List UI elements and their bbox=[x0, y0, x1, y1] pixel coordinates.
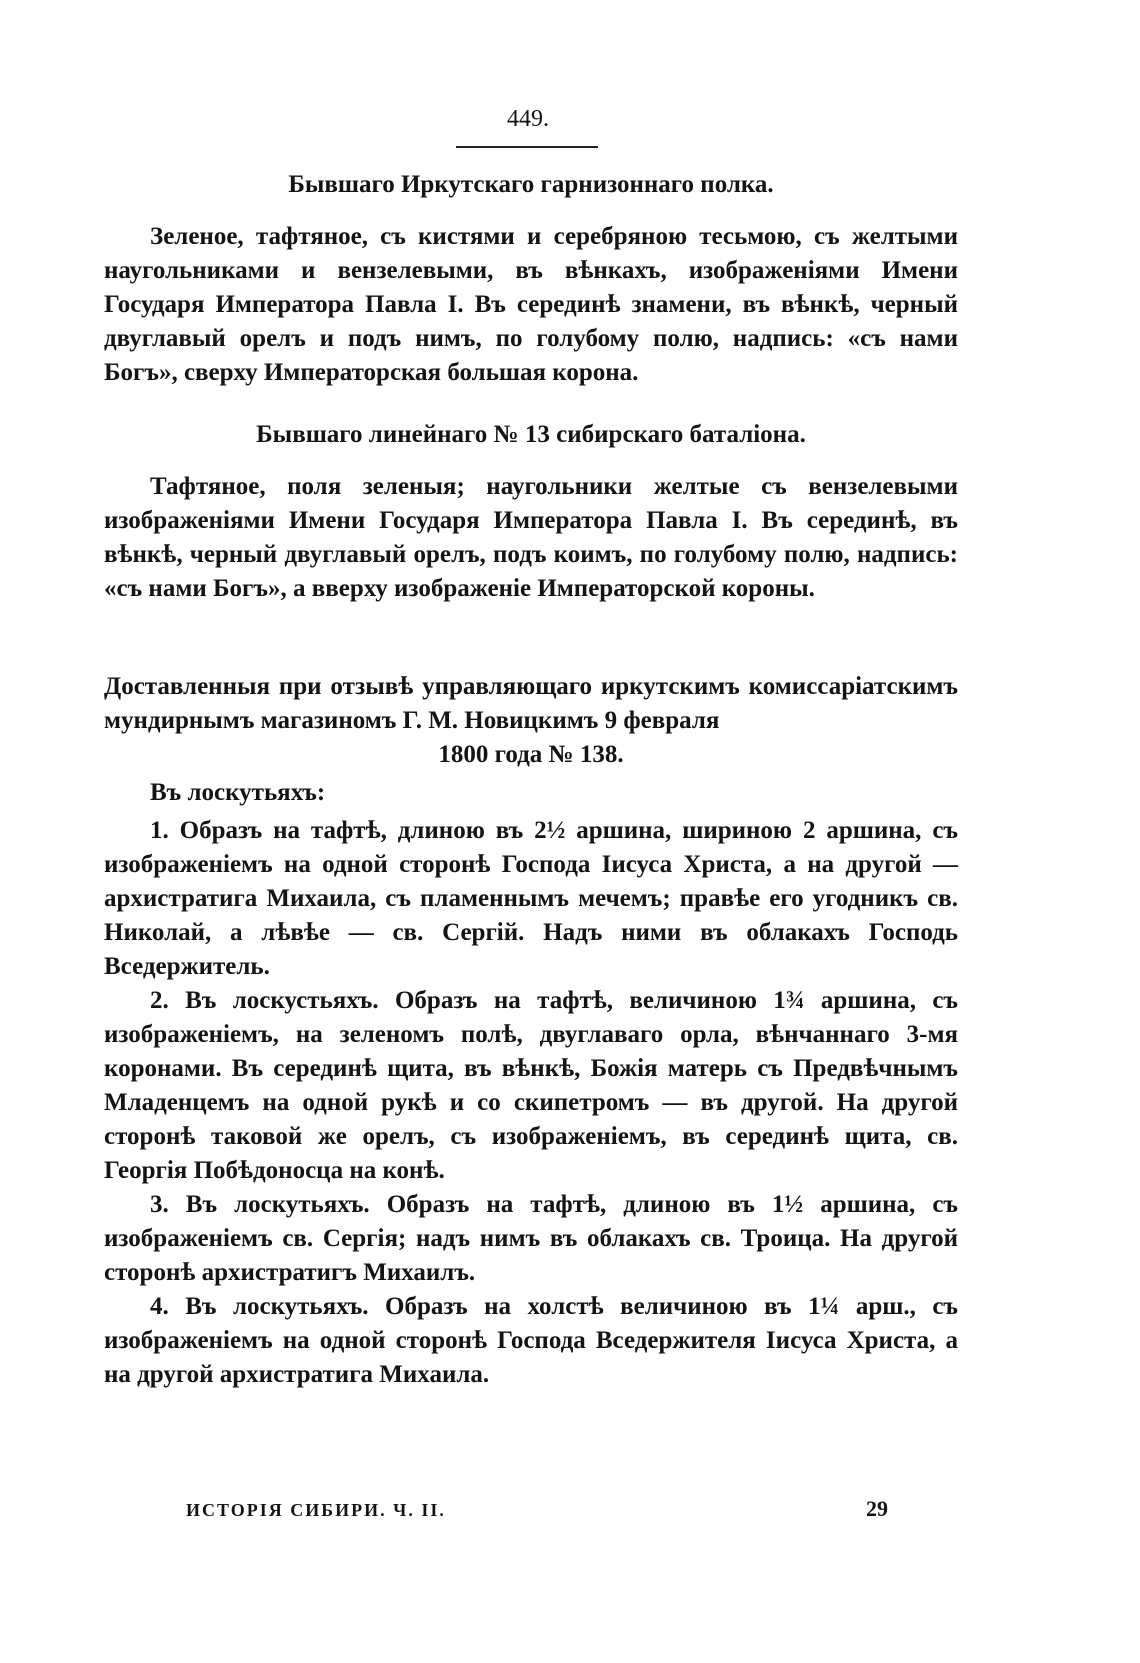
section-title-delivered-line1: Доставленныя при отзывѣ управляющаго иркутскимъ комиссаріатскимъ мундирнымъ магазиномъ Г. М. Новицкимъ 9 февраля bbox=[104, 673, 958, 734]
footer-book-title: ИСТОРІЯ СИБИРИ. Ч. II. bbox=[186, 1500, 446, 1520]
page-number: 449. bbox=[507, 106, 549, 132]
header-rule bbox=[456, 146, 598, 148]
section-title-battalion-13: Бывшаго линейнаго № 13 сибирскаго баталіона. bbox=[256, 421, 806, 448]
section-body-battalion-13: Тафтяное, поля зеленыя; наугольники желтые съ вензелевыми изображеніями Имени Государя Императора Павла I. Въ серединѣ, въ вѣнкѣ, черный двуглавый орелъ, подъ коимъ, по голубому полю, надпись: «съ нами Богъ», а вверху изображеніе Императорской короны. bbox=[104, 473, 958, 602]
list-item-3: 3. Въ лоскутьяхъ. Образъ на тафтѣ, длиною въ 1½ аршина, съ изображеніемъ св. Сергія; надъ нимъ въ облакахъ св. Троица. На другой сторонѣ архистратигъ Михаилъ. bbox=[104, 1191, 958, 1286]
list-item-1: 1. Образъ на тафтѣ, длиною въ 2½ аршина, шириною 2 аршина, съ изображеніемъ на одной сторонѣ Господа Іисуса Христа, а на другой — архистратига Михаила, съ пламеннымъ мечемъ; правѣе его угодникъ св. Николай, а лѣвѣе — св. Сергій. Надъ ними въ облакахъ Господь Вседержитель. bbox=[104, 817, 958, 980]
section-body-irkutsk-regiment: Зеленое, тафтяное, съ кистями и серебряною тесьмою, съ желтыми наугольниками и вензелевыми, въ вѣнкахъ, изображеніями Имени Государя Императора Павла I. Въ серединѣ знамени, въ вѣнкѣ, черный двуглавый орелъ и подъ нимъ, по голубому полю, надпись: «съ нами Богъ», сверху Императорская большая корона. bbox=[104, 223, 958, 386]
footer-signature-number: 29 bbox=[866, 1496, 888, 1521]
section-subheading-scraps: Въ лоскутьяхъ: bbox=[150, 779, 326, 806]
section-title-irkutsk-regiment: Бывшаго Иркутскаго гарнизоннаго полка. bbox=[288, 171, 774, 198]
section-title-delivered bbox=[104, 670, 958, 738]
list-item-4: 4. Въ лоскутьяхъ. Образъ на холстѣ величиною въ 1¼ арш., съ изображеніемъ на одной сторонѣ Господа Вседержителя Іисуса Христа, а на другой архистратига Михаила. bbox=[104, 1293, 958, 1388]
section-title-delivered-line2: 1800 года № 138. bbox=[438, 741, 624, 768]
list-item-2: 2. Въ лоскустьяхъ. Образъ на тафтѣ, величиною 1¾ аршина, съ изображеніемъ, на зеленомъ полѣ, двуглаваго орла, вѣнчаннаго 3-мя коронами. Въ серединѣ щита, въ вѣнкѣ, Божія матерь съ Предвѣчнымъ Младенцемъ на одной рукѣ и со скипетромъ — въ другой. На другой сторонѣ таковой же орелъ, съ изображеніемъ, въ серединѣ щита, св. Георгія Побѣдоносца на конѣ. bbox=[104, 987, 958, 1184]
